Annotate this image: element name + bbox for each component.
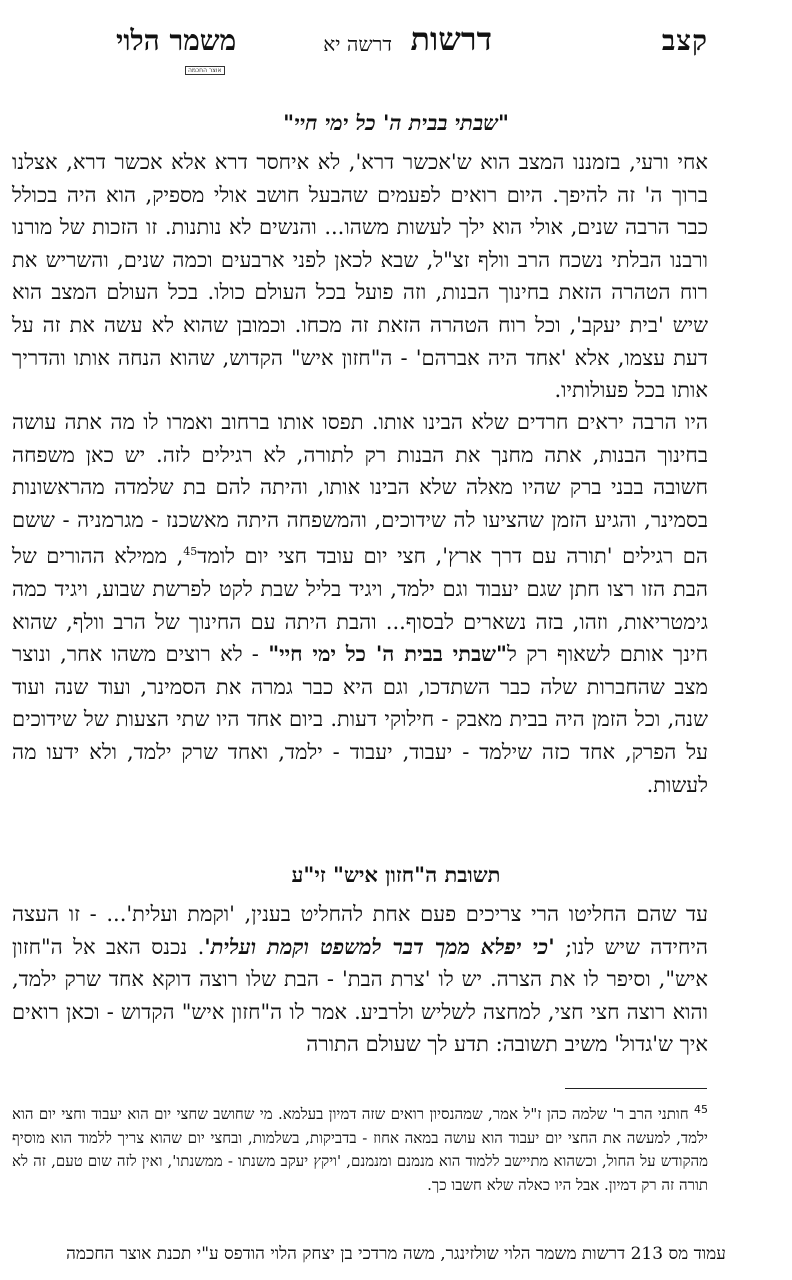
header-book-title: דרשות [410, 20, 492, 58]
paragraph-3-part-a: עד שהם החליטו הרי צריכים פעם אחת להחליט בענין, 'וקמת ועלית'... - זו העצה היחידה שיש לנו; [12, 902, 708, 959]
footnote-divider [565, 1088, 707, 1089]
page-header [0, 18, 792, 74]
paragraph-2 [12, 406, 708, 801]
paragraph-3-verse: 'כי יפלא ממך דבר למשפט וקמת ועלית' [204, 933, 555, 959]
section-title-1: "שבתי בבית ה' כל ימי חיי" [283, 110, 509, 135]
page-footer: עמוד מס 213 דרשות משמר הלוי שולזינגר, משה מרדכי בן יצחק הלוי הודפס ע"י תכנת אוצר החכמה [66, 1244, 726, 1264]
footnote [12, 1098, 708, 1197]
footnote-number: 45 [694, 1103, 708, 1116]
paragraph-2-part-c: - לא רוצים משהו אחר, ונוצר מצב שהחברות שלה כבר השתדכו, וגם היא כבר גמרה את הסמינר, ועוד שנה ועוד שנה, וכל הזמן היה בבית מאבק - חילוקי דעות. ביום אחד היו שתי הצעות של שידוכים על הפרק, אחד כזה שילמד - יעבוד, יעבוד - ילמד, ואחד שרק ילמד, ולא ידעו מה לעשות. [12, 642, 708, 797]
section-title-2: תשובת ה"חזון איש" זי"ע [291, 862, 501, 887]
paragraph-2-quote: "שבתי בבית ה' כל ימי חיי" [268, 641, 507, 667]
paragraph-2-text [12, 406, 708, 801]
header-series-title: משמר הלוי [116, 24, 237, 57]
paragraph-1 [12, 146, 708, 407]
footnote-reference[interactable]: 45 [183, 545, 198, 559]
paragraph-3-text [12, 898, 708, 1061]
paragraph-3 [12, 898, 708, 1061]
footnote-text: חותני הרב ר' שלמה כהן ז"ל אמר, שמהנסיון רואים שזה דמיון בעלמא. מי שחושב שחצי יום הוא יעבוד וחצי יום הוא ילמד, למעשה את החצי יום יעבוד הוא עושה במאה אחוז - בדביקות, בשלמות, ובחצי יום שהוא צריך ללמוד הוא מוסיף מהקודש על החול, וכשהוא מתיישב ללמוד הוא מנמנם ומנמנם, 'ויקץ יעקב משנתו - ממשנתו', ואין לזה שום טעם, זה לא תורה זה רק דמיון. אבל היו כאלה שלא חשבו כך. [12, 1105, 708, 1194]
paragraph-2-part-a: היו הרבה יראים חרדים שלא הבינו אותו. תפסו אותו ברחוב ואמרו לו מה אתה עושה בחינוך הבנות, אתה מחנך את הבנות רק לתורה, לא רגילים לזה. יש כאן משפחה חשובה בבני ברק שהיו מאלה שלא הבינו אותו, והיתה להם בת שלמדה מהראשונות בסמינר, והגיע הזמן שהציעו לה שידוכים, והמשפחה היתה מאשכנז - מגרמניה - ששם הם רגילים 'תורה עם דרך ארץ', חצי יום עובד חצי יום לומד [12, 410, 708, 569]
header-right: קצב [661, 24, 708, 57]
paragraph-3-part-b: . נכנס האב אל ה"חזון איש", וסיפר לו את הצרה. יש לו 'צרת הבת' - הבת שלו רוצה דוקא אחד שרק ילמד, והוא רוצה חצי חצי, למחצה לשליש ולרביע. אמר לו ה"חזון איש" הקדוש - וכאן רואים איך ש'גדול' משיב תשובה: תדע לך שעולם התורה [12, 934, 708, 1057]
paragraph-2-part-b: , ממילא ההורים של הבת הזו רצו חתן שגם יעבוד וגם ילמד, ויגיד בליל שבת לקט לפרשת שבוע, ויגיד כמה גימטריאות, וזהו, בזה נשארים לבסוף... והבת היתה עם החינוך של הרב וולף, שהוא חינך אותם לשאוף רק ל [12, 544, 709, 667]
header-watermark-stamp: אוצר החכמה [185, 66, 225, 75]
header-chapter: דרשה יא [323, 32, 392, 56]
paragraph-1-text: אחי ורעי, בזמננו המצב הוא ש'אכשר דרא', לא איחסר דרא אלא אכשר דרא, אצלנו ברוך ה' זה להיפך. היום רואים לפעמים שהבעל חושב אולי מספיק, הוא היה בכולל כבר הרבה שנים, אולי הוא ילך לעשות משהו... והנשים לא נותנות. זו הזכות של מורנו ורבנו הבלתי נשכח הרב וולף זצ"ל, שבא לכאן לפני ארבעים וכמה שנים, והשריש את רוח הטהרה הזאת בחינוך הבנות, וזה פועל בכל העולם כולו. בכל העולם המצב הוא שיש 'בית יעקב', וכל רוח הטהרה הזאת זה מכחו. וכמובן שהוא לא עשה את זה על דעת עצמו, אלא 'אחד היה אברהם' - ה"חזון איש" הקדוש, שהוא הנחה אותו והדריך אותו בכל פעולותיו. [12, 150, 708, 403]
